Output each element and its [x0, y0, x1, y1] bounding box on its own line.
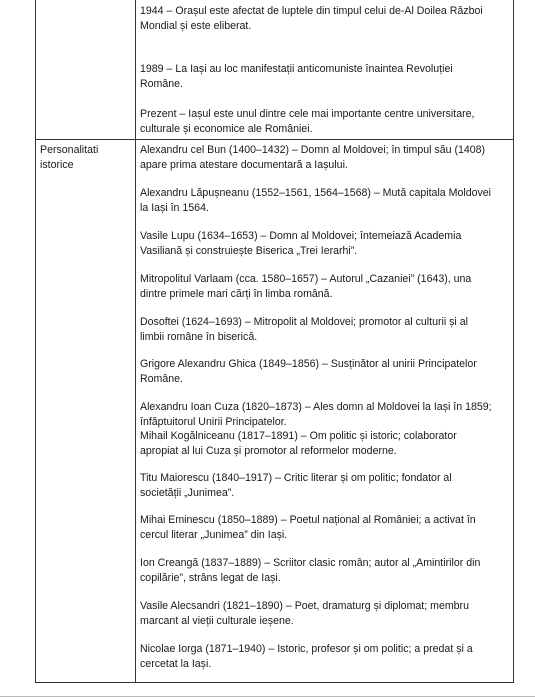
timeline-entry-prezent: Prezent – Iașul este unul dintre cele mai importante centre universitare, culturale și economice ale României. [140, 108, 475, 135]
person-entry-dosoftei: Dosoftei (1624–1693) – Mitropolit al Moldovei; promotor al culturii și al limbii române în biserică. [140, 316, 468, 343]
column-divider [135, 0, 136, 682]
row-label-personalitati: Personalitati istorice [40, 144, 99, 171]
person-entry-alexandru-cel-bun: Alexandru cel Bun (1400–1432) – Domn al Moldovei; în timpul său (1408) apare prima atestare documentară a Iașului. [140, 144, 486, 171]
document-table [35, 0, 514, 683]
person-entry-kogalniceanu: Mihail Kogălniceanu (1817–1891) – Om politic și istoric; colaborator apropiat al lui Cuza și promotor al reformelor moderne. [140, 430, 457, 457]
person-entry-alecsandri: Vasile Alecsandri (1821–1890) – Poet, dramaturg și diplomat; membru marcant al vieții culturale ieșene. [140, 600, 469, 627]
timeline-entry-1989: 1989 – La Iași au loc manifestații anticomuniste înaintea Revoluției Române. [140, 63, 453, 90]
person-entry-eminescu: Mihai Eminescu (1850–1889) – Poetul național al României; a activat în cercul literar „Junimea” din Iași. [140, 514, 476, 541]
person-entry-maiorescu: Titu Maiorescu (1840–1917) – Critic literar și om politic; fondator al societății „Junimea”. [140, 472, 452, 499]
person-entry-cuza: Alexandru Ioan Cuza (1820–1873) – Ales domn al Moldovei la Iași în 1859; înfăptuitorul Unirii Principatelor. [140, 401, 492, 428]
row-divider [36, 139, 513, 140]
person-entry-varlaam: Mitropolitul Varlaam (cca. 1580–1657) – Autorul „Cazaniei” (1643), una dintre primele mari cărți în limba română. [140, 273, 472, 300]
person-entry-iorga: Nicolae Iorga (1871–1940) – Istoric, profesor și om politic; a predat și a cercetat la Iași. [140, 643, 473, 670]
timeline-entry-1944: 1944 – Orașul este afectat de luptele din timpul celui de-Al Doilea Război Mondial și este eliberat. [140, 5, 483, 32]
person-entry-grigore-ghica: Grigore Alexandru Ghica (1849–1856) – Susținător al unirii Principatelor Române. [140, 358, 477, 385]
person-entry-vasile-lupu: Vasile Lupu (1634–1653) – Domn al Moldovei; întemeiază Academia Vasiliană și construiește Biserica „Trei Ierarhi”. [140, 230, 462, 257]
person-entry-lapusneanu: Alexandru Lăpușneanu (1552–1561, 1564–1568) – Mută capitala Moldovei la Iași în 1564. [140, 187, 492, 214]
page-edge-line [0, 696, 535, 697]
person-entry-creanga: Ion Creangă (1837–1889) – Scriitor clasic român; autor al „Amintirilor din copilărie”, strâns legat de Iași. [140, 557, 481, 584]
